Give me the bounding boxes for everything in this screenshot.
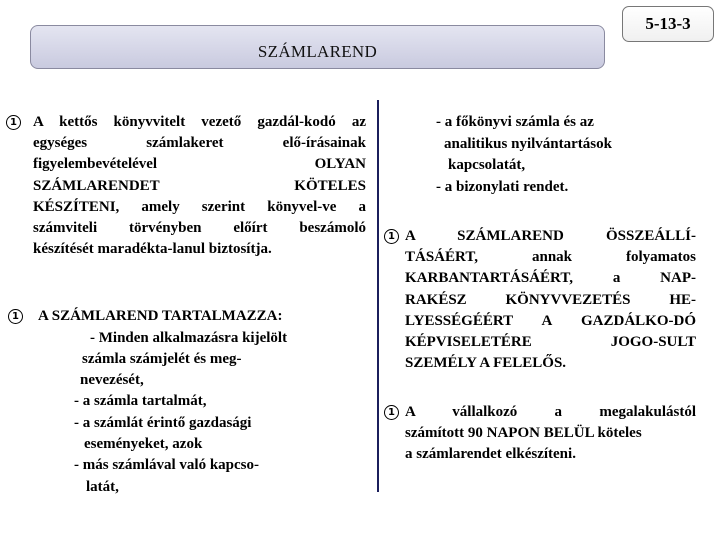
paragraph-3-line: SZEMÉLY A FELELŐS. [405, 355, 567, 372]
paragraph-1-line: számviteli törvényben előírt beszámoló [33, 220, 366, 237]
numbered-bullet-icon: 1 [8, 309, 23, 324]
title-bar [30, 25, 605, 69]
paragraph-1-line: figyelembevételével OLYAN [33, 156, 366, 173]
list-item: eseményeket, azok [84, 436, 203, 452]
paragraph-4-line: számított 90 NAPON BELÜL köteles [405, 425, 642, 442]
list-item: latát, [86, 479, 119, 495]
paragraph-3-line: RAKÉSZ KÖNYVVEZETÉS HE- [405, 291, 696, 308]
list-item: - a számla tartalmát, [74, 393, 207, 409]
list-item: - a főkönyvi számla és az [436, 114, 594, 130]
list-item: - Minden alkalmazásra kijelölt [90, 330, 288, 346]
paragraph-3-line: KÉPVISELETÉRE JOGO-SULT [405, 334, 696, 351]
paragraph-4-line: A vállalkozó a megalakulástól [405, 404, 696, 420]
list-item: - a bizonylati rendet. [436, 179, 569, 195]
column-divider [377, 100, 379, 492]
paragraph-1-line: egységes számlakeret elő-írásainak [33, 135, 366, 152]
paragraph-4-line: a számlarendet elkészíteni. [405, 446, 576, 463]
paragraph-3 [405, 226, 696, 374]
numbered-bullet-icon: 1 [384, 405, 399, 420]
paragraph-1-line: A kettős könyvvitelt vezető gazdál-kodó az [33, 114, 366, 130]
numbered-bullet-icon: 1 [384, 229, 399, 244]
slide-number: 5-13-3 [645, 14, 691, 33]
list-item: - más számlával való kapcso- [74, 457, 259, 473]
paragraph-1-line: készítését maradékta-lanul biztosítja. [33, 241, 272, 258]
list-item: - a számlát érintő gazdasági [74, 415, 252, 431]
paragraph-1-line: KÉSZÍTENI, amely szerint könyvel-ve a [33, 198, 366, 215]
paragraph-3-line: TÁSÁÉRT, annak folyamatos [405, 249, 696, 266]
paragraph-3-line: A SZÁMLAREND ÖSSZEÁLLÍ- [405, 228, 696, 244]
slide-number-badge [622, 6, 714, 42]
paragraph-3-line: LYESSÉGÉÉRT A GAZDÁLKO-DÓ [405, 312, 696, 329]
paragraph-4 [405, 402, 696, 466]
list-item: nevezését, [80, 372, 144, 388]
page-title: SZÁMLAREND [257, 42, 378, 61]
list-item: számla számjelét és meg- [82, 351, 242, 367]
paragraph-3-line: KARBANTARTÁSÁÉRT, a NAP- [405, 270, 696, 287]
list-item: analitikus nyilvántartások [444, 136, 612, 152]
paragraph-1-line: SZÁMLARENDET KÖTELES [33, 177, 366, 194]
list-item: kapcsolatát, [448, 157, 526, 173]
paragraph-1 [33, 112, 366, 260]
paragraph-2-heading: A SZÁMLAREND TARTALMAZZA: [38, 308, 283, 324]
numbered-bullet-icon: 1 [6, 115, 21, 130]
